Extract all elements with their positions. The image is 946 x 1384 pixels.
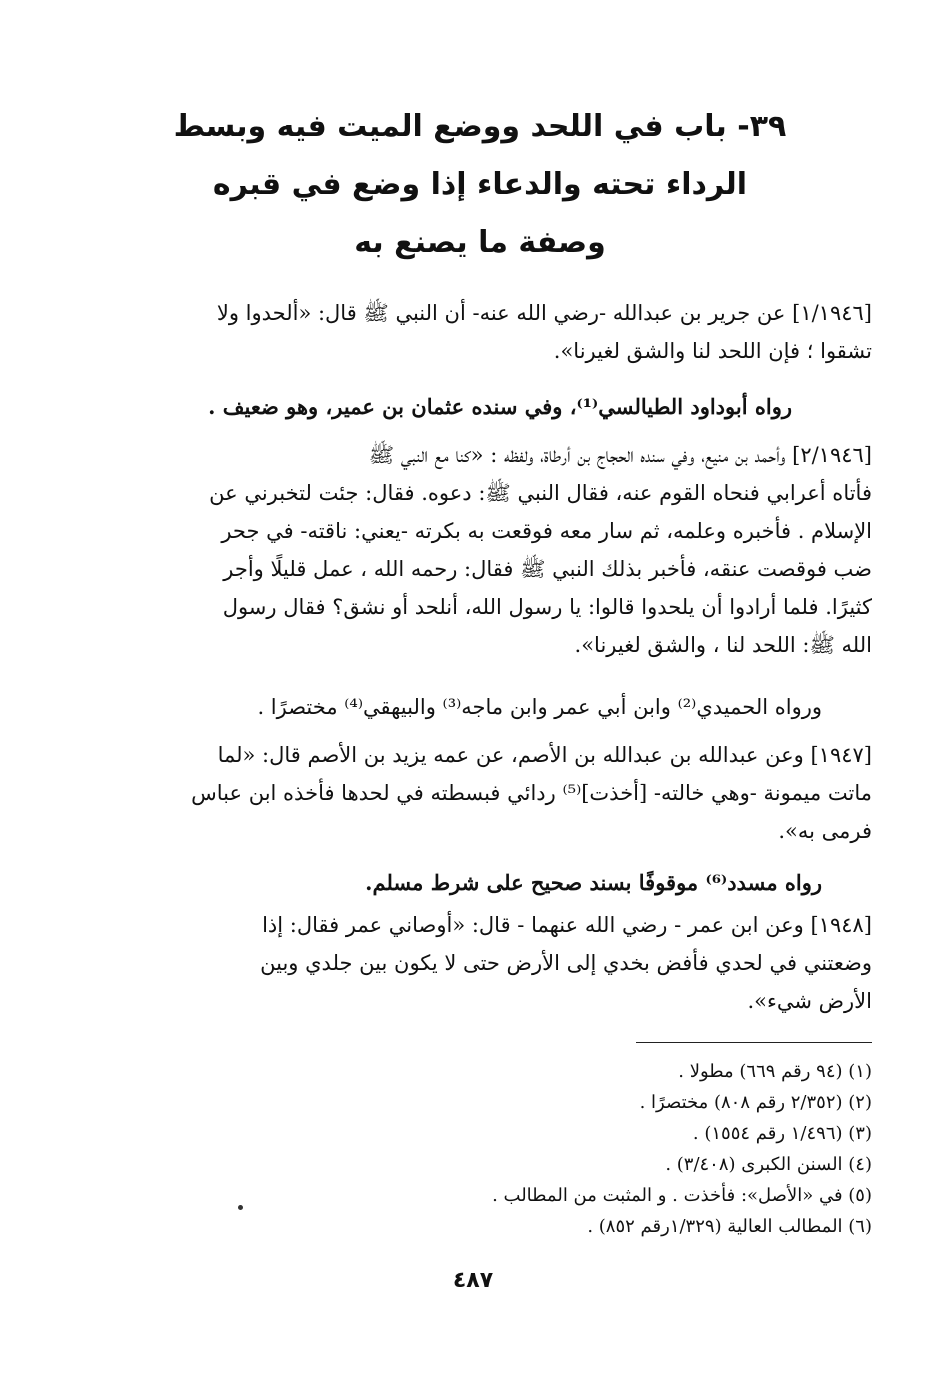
hadith-text-line: فرمى به». [778, 819, 872, 843]
hadith-text-line: الأرض شيء». [747, 989, 872, 1013]
chapter-title-line: وصفة ما يصنع به [354, 225, 606, 260]
footnote: (٥) في «الأصل»: فأخذت . و المثبت من المطالب . [492, 1185, 872, 1206]
hadith-text-line: وضعتني في لحدي فأفض بخدي إلى الأرض حتى لا يكون بين جلدي وبين [260, 951, 872, 975]
hadith-text-line: تشقوا ؛ فإن اللحد لنا والشق لغيرنا». [553, 339, 872, 363]
footnote-separator [636, 1042, 872, 1043]
chapter-heading [140, 98, 820, 272]
footnote: (٤) السنن الكبرى (٣/٤٠٨) . [665, 1154, 872, 1175]
hadith-text-line: الإسلام . فأخبره وعلمه، ثم سار معه فوقعت به بكرته -يعني: ناقته- في جحر [221, 519, 872, 543]
source-note: ورواه الحميدي⁽²⁾ وابن أبي عمر وابن ماجه⁽³⁾ والبيهقي⁽⁴⁾ مختصرًا . [257, 695, 822, 719]
hadith-text-line: ضب فوقصت عنقه، فأخبر بذلك النبي ﷺ فقال: رحمه الله ، عمل قليلًا وأجر [223, 557, 872, 581]
hadith-entry [100, 906, 872, 1020]
footnote: (٦) المطالب العالية (١/٣٢٩رقم ٨٥٢) . [587, 1216, 872, 1237]
hadith-text-line: [١/١٩٤٦] عن جرير بن عبدالله -رضي الله عنه- أن النبي ﷺ قال: «ألحدوا ولا [216, 301, 872, 325]
source-note: رواه أبوداود الطيالسي⁽¹⁾، وفي سنده عثمان بن عمير، وهو ضعيف . [208, 394, 792, 419]
hadith-text-line: فأتاه أعرابي فنحاه القوم عنه، فقال النبي ﷺ: دعوه. فقال: جئت لتخبرني عن [209, 481, 872, 505]
chapter-title-line: ٣٩- باب في اللحد ووضع الميت فيه وبسط [173, 109, 787, 144]
hadith-text-line: كثيرًا. فلما أرادوا أن يلحدوا قالوا: يا رسول الله، أنلحد أو نشق؟ فقال رسول [222, 595, 872, 619]
hadith-text-line: [١٩٤٧] وعن عبدالله بن عبدالله بن الأصم، عن عمه يزيد بن الأصم قال: «لما [217, 743, 872, 767]
hadith-entry [100, 436, 872, 664]
page-number: ٤٨٧ [452, 1268, 494, 1293]
hadith-text-line: [٢/١٩٤٦] وأحمد بن منيع، وفي سنده الحجاج بن أرطاة، ولفظه : «كنا مع النبي ﷺ [368, 443, 872, 467]
hadith-entry [100, 294, 872, 370]
footnote: (٣) (١/٤٩٦ رقم ١٥٥٤) . [692, 1123, 872, 1144]
hadith-entry [100, 736, 872, 850]
hadith-text-line: [١٩٤٨] وعن ابن عمر - رضي الله عنهما - قال: «أوصاني عمر فقال: إذا [262, 913, 872, 937]
source-note: رواه مسدد⁽⁶⁾ موقوفًا بسند صحيح على شرط مسلم. [365, 870, 822, 895]
footnote: (٢) (٢/٣٥٢ رقم ٨٠٨) مختصرًا . [639, 1092, 872, 1113]
chapter-title-line: الرداء تحته والدعاء إذا وضع في قبره [212, 167, 748, 202]
hadith-text-line: ماتت ميمونة -وهي خالته- [أخذت]⁽⁵⁾ ردائي فبسطته في لحدها فأخذه ابن عباس [191, 781, 872, 805]
print-speck [238, 1205, 243, 1210]
footnotes [340, 1056, 872, 1242]
hadith-text-line: الله ﷺ: اللحد لنا ، والشق لغيرنا». [574, 633, 872, 657]
footnote: (١) (٩٤ رقم ٦٦٩) مطولا . [678, 1061, 872, 1082]
